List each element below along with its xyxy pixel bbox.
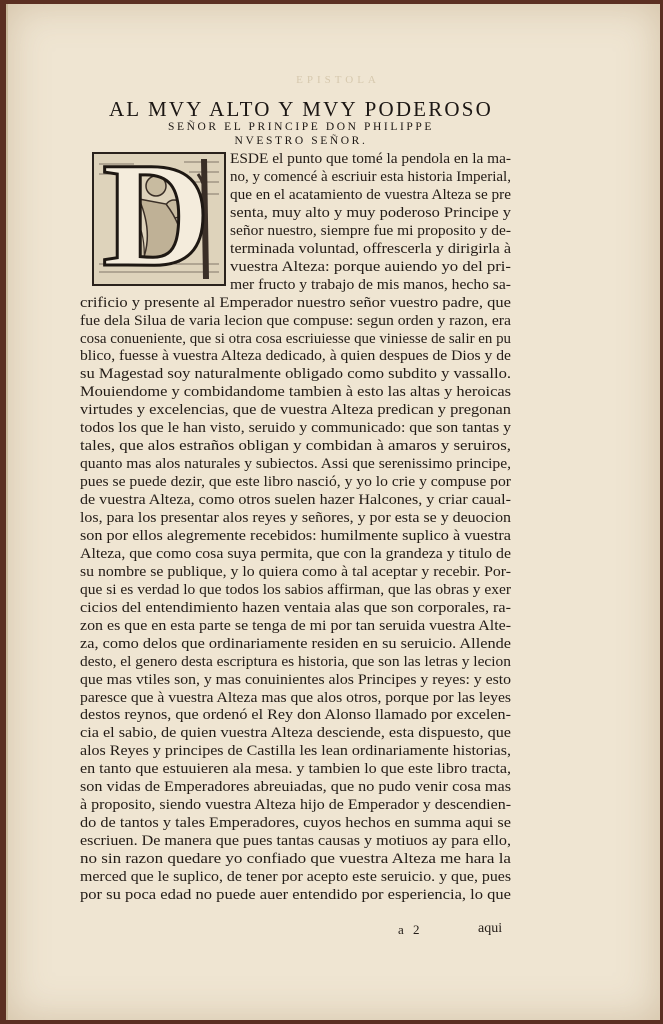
ghost-running-head: EPISTOLA [296,74,380,86]
text-line: tales, que alos estraños obligan y combidan à amaros y seruiros, [80,437,511,455]
text-line: no sin razon quedare yo confiado que vuestra Alteza me hara la [80,850,511,868]
text-line: en tanto que estuuieren ala mesa. y tambien lo que este libro tracta, [80,760,512,778]
text-line: za, como delos que ordinariamente residen en su seruicio. Allende [80,634,511,652]
text-line: su Magestad soy naturalmente obligado como subdito y vassallo. [80,365,512,383]
text-line: crificio y presente al Emperador nuestro señor vuestro padre, que [80,293,511,311]
catchword: aqui [478,921,503,936]
title-line-1: AL MVY ALTO Y MVY PODEROSO [108,97,494,121]
text-line: à proposito, siendo vuestra Alteza hijo de Emperador y descendien- [80,796,512,814]
text-line: merced que le suplico, de tener por acepto este seruicio. y que, pues [80,868,512,885]
text-line: por su poca edad no puede auer entendido por esperiencia, lo que [80,885,511,903]
text-line: vuestra Alteza: porque auiendo yo del pri- [230,257,512,275]
text-line: terminada voluntad, offrescerla y dirigirla à [230,239,511,257]
title-line-2: SEÑOR EL PRINCIPE DON PHILIPPE [167,121,435,133]
signature-mark: a 2 [398,922,423,937]
text-line: cia el sabio, de quien vuestra Alteza desciende, esta dispuesto, que [80,724,512,742]
text-line: paresce que à vuestra Alteza mas que alos otros, porque por las leyes [80,688,512,706]
text-line: cosa conueniente, que si otra cosa escriuiesse que viniesse de salir en pu [80,329,511,347]
text-line: do de tantos y tales Emperadores, cuyos hechos en summa aqui se [80,814,512,832]
text-line: que si es verdad lo que todos los sabios affirman, que las obras y exer [80,580,512,598]
text-line: zon es que en esta parte se tenga de mi por tan seruida vuestra Alte- [80,616,512,634]
text-line: Alteza, que como cosa suya permita, que con la grandeza y titulo de [80,544,512,562]
text-line: senta, muy alto y muy poderoso Principe y [230,203,511,221]
body-text [8,4,660,1020]
text-line: ESDE el punto que tomé la pendola en la ma- [230,150,511,167]
text-line: desto, el genero desta escriptura es historia, que son las letras y lecion [80,652,511,670]
title-line-3: NVESTRO SEÑOR. [234,135,368,147]
text-line: fue dela Silua de varia lecion que compuse: segun orden y razon, era [80,311,512,329]
text-line: blico, fuesse à vuestra Alteza dedicado, à quien despues de Dios y de [80,347,511,365]
text-line: señor nuestro, siempre fue mi proposito y de- [230,221,511,239]
text-line: que en el acatamiento de vuestra Alteza se pre [230,185,512,203]
text-line: todos los que le han visto, seruido y communicado: que son tantas y [80,419,512,437]
text-line: escriuen. De manera que pues tantas causas y motiuos ay para ello, [80,832,511,850]
text-line: virtudes y excelencias, que de vuestra Alteza predican y pregonan [80,401,512,419]
text-line: que mas vtiles son, y mas conuinientes alos Principes y reyes: y esto [80,670,511,688]
initial-letter: D [102,132,211,298]
book-page [6,4,660,1020]
text-line: no, y comencé à escriuir esta historia Imperial, [230,167,512,185]
text-line: destos reynos, que ordenó el Rey don Alonso llamado por excelen- [80,706,511,724]
text-line: los, para los presentar alos reyes y señores, y por esta se y deuocion [80,509,511,526]
text-line: son vidas de Emperadores abreuiadas, que no pudo venir cosa mas [80,778,512,796]
text-line: son por ellos alegremente recebidos: humilmente suplico à vuestra [80,526,511,544]
text-line: quanto mas alos naturales y subiectos. Assi que serenissimo principe, [80,455,512,473]
text-line: Mouiendome y combidandome tambien à esto las altas y heroicas [80,383,511,401]
text-line: cicios del entendimiento hazen ventaia alas que son corporales, ra- [80,598,511,616]
text-line: pues se puede dezir, que este libro nasció, y yo lo crie y compuse por [80,473,511,491]
text-line: de vuestra Alteza, como otros suelen hazer Halcones, y criar caual- [80,491,511,509]
text-line: su nombre se publique, y lo quiera como à tal aceptar y recebir. Por- [80,562,512,580]
text-line: mer fructo y trabajo de mis manos, hecho sa- [230,275,511,293]
text-line: alos Reyes y principes de Castilla les lean ordinariamente historias, [80,742,511,760]
